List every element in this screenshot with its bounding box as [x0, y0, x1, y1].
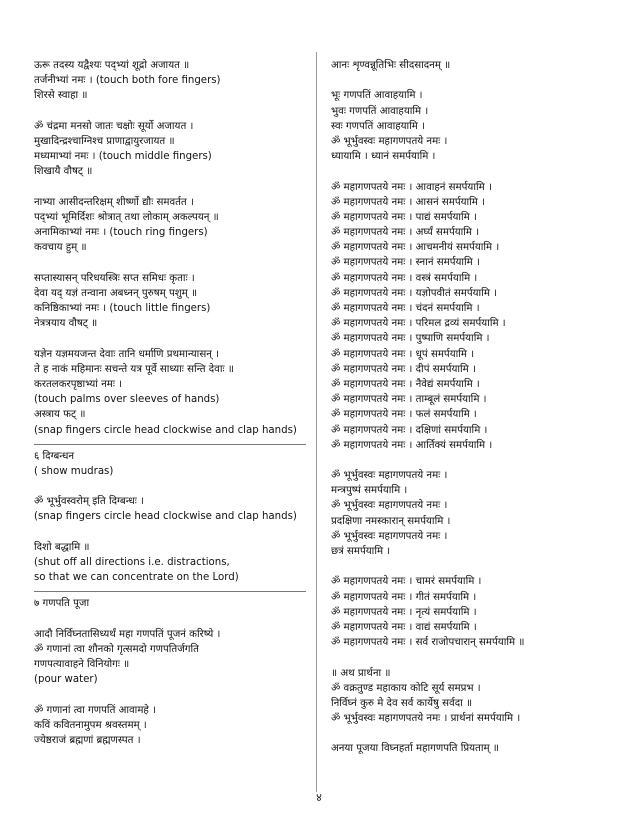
- text-line: शिरसे स्वाहा ॥: [34, 90, 88, 102]
- text-line: अनामिकाभ्यां नमः । (touch ring fingers): [34, 227, 208, 239]
- blank-line: [34, 255, 306, 270]
- text-line: ॐ महागणपतये नमः । वस्त्रं समर्पयामि ।: [331, 272, 478, 284]
- blank-line: [331, 650, 611, 665]
- text-line: ॐ भूर्भुवस्वः महागणपतये नमः ।: [331, 135, 448, 147]
- text-line: अस्त्राय फट् ॥: [34, 409, 86, 421]
- text-line: ॐ महागणपतये नमः । अर्घ्यं समर्पयामि ।: [331, 227, 480, 239]
- text-line: ॐ महागणपतये नमः । धूपं समर्पयामि ।: [331, 348, 475, 360]
- section-divider: [34, 591, 306, 592]
- text-line: ॐ महागणपतये नमः । गीतं समर्पयामि ।: [331, 591, 477, 603]
- text-line: ॐ महागणपतये नमः । चामरं समर्पयामि ।: [331, 576, 482, 588]
- text-line: ॐ गणानां त्वा शौनको गृत्समदो गणपतिर्जगति: [34, 643, 199, 655]
- text-line: ॐ भूर्भुवस्वः महागणपतये नमः ।: [331, 500, 448, 512]
- text-line: ॐ वक्रतुण्ड महाकाय कोटि सूर्य समप्रभ ।: [331, 682, 481, 694]
- text-line: ॐ महागणपतये नमः । पुष्पाणि समर्पयामि ।: [331, 333, 490, 345]
- text-line: ॐ महागणपतये नमः । पाद्यं समर्पयामि ।: [331, 211, 477, 223]
- text-line: ॐ महागणपतये नमः । वाद्यं समर्पयामि ।: [331, 621, 477, 633]
- text-line: कनिष्ठिकाभ्यां नमः । (touch little fingers): [34, 303, 211, 314]
- text-line: यज्ञेन यज्ञमयजन्त देवाः तानि धर्माणि प्रथमान्यासन् ।: [34, 348, 219, 360]
- blank-line: [34, 612, 306, 627]
- text-line: नेत्रत्रयाय वौषट् ॥: [34, 318, 98, 330]
- page-number: ४: [316, 791, 322, 804]
- text-line: तर्जनीभ्यां नमः । (touch both fore fingers): [34, 75, 221, 87]
- text-line: स्वः गणपतिं आवाहयामि ।: [331, 120, 425, 132]
- text-line: ॐ महागणपतये नमः । आर्तिक्यं समर्पयामि ।: [331, 439, 493, 451]
- text-line: ॐ महागणपतये नमः । स्नानं समर्पयामि ।: [331, 257, 480, 269]
- text-line: ॐ भूर्भुवस्वः महागणपतये नमः ।: [331, 470, 448, 482]
- blank-line: [331, 453, 611, 468]
- text-line: so that we can concentrate on the Lord): [34, 572, 239, 584]
- blank-line: [34, 479, 306, 494]
- text-line: ॐ भूर्भुवस्वः महागणपतये नमः ।: [331, 530, 448, 542]
- text-line: निर्विघ्नं कुरु मे देव सर्व कार्येषु सर्वदा ॥: [331, 697, 473, 709]
- section-divider: [34, 444, 306, 445]
- text-line: ॐ महागणपतये नमः । फलं समर्पयामि ।: [331, 409, 477, 421]
- text-line: शिखायै वौषट् ॥: [34, 166, 93, 178]
- text-line: ॐ गणानां त्वा गणपतिं आवामहे ।: [34, 704, 156, 716]
- blank-line: [34, 104, 306, 119]
- text-line: आनः शृण्वन्नूतिभिः सीदसादनम् ॥: [331, 60, 451, 71]
- left-column: [34, 58, 306, 748]
- column-divider: [316, 52, 317, 792]
- text-line: कवचाय हुम् ॥: [34, 242, 87, 254]
- text-line: भूः गणपतिं आवाहयामि ।: [331, 90, 423, 102]
- text-line: नाभ्या आसीदन्तरिक्षम् शीर्ष्णो द्यौः समवर्तत ।: [34, 196, 194, 208]
- text-line: ॐ महागणपतये नमः । आवाहनं समर्पयामि ।: [331, 181, 492, 193]
- text-line: ॐ महागणपतये नमः । दीपं समर्पयामि ।: [331, 363, 476, 375]
- text-line: ॥ अथ प्रार्थना ॥: [331, 667, 391, 679]
- text-line: पद्भ्यां भूमिर्दिशः श्रोत्रात् तथा लोकाम् अकल्पयन् ॥: [34, 211, 219, 223]
- text-line: आदौ निर्विघ्नतासिध्यर्थं महा गणपतिं पूजनं करिष्ये ।: [34, 628, 221, 640]
- text-line: ऊरू तदस्य यद्वैश्यः पद्भ्यां शूद्रो अजायत ॥: [34, 60, 190, 71]
- text-line: ॐ महागणपतये नमः । दक्षिणां समर्पयामि ।: [331, 424, 488, 436]
- blank-line: [34, 525, 306, 540]
- text-line: ध्यायामि । ध्यानं समर्पयामि ।: [331, 151, 436, 163]
- text-line: मुखादिन्द्रश्चाग्निश्च प्राणाद्वायुरजायत ॥: [34, 135, 175, 147]
- text-line: ॐ चंद्रमा मनसो जातः चक्षोः सूर्यो अजायत ।: [34, 120, 194, 132]
- text-line: (shut off all directions i.e. distractions,: [34, 557, 230, 568]
- text-line: मन्त्रपुष्पं समर्पयामि ।: [331, 485, 408, 497]
- text-line: अनया पूजया विघ्नहर्ता महागणपति प्रियताम् ॥: [331, 743, 499, 755]
- text-line: ७ गणपति पूजा: [34, 598, 90, 610]
- blank-line: [331, 726, 611, 741]
- text-line: (touch palms over sleeves of hands): [34, 394, 220, 406]
- blank-line: [34, 180, 306, 195]
- right-column: [331, 58, 611, 757]
- text-line: ॐ महागणपतये नमः । ताम्बूलं समर्पयामि ।: [331, 394, 487, 406]
- text-line: ॐ महागणपतये नमः । चंदनं समर्पयामि ।: [331, 303, 480, 314]
- text-line: ॐ महागणपतये नमः । नैवेद्यं समर्पयामि ।: [331, 378, 480, 390]
- text-line: गणपत्यावाहने विनियोगः ॥: [34, 659, 130, 671]
- text-line: ॐ महागणपतये नमः । यज्ञोपवीतं समर्पयामि ।: [331, 287, 498, 299]
- text-line: भुवः गणपतिं आवाहयामि ।: [331, 105, 429, 117]
- text-line: ६ दिग्बन्धन: [34, 450, 75, 462]
- text-line: सप्तास्यासन् परिधयस्त्रिः सप्त समिधः कृताः ।: [34, 272, 195, 284]
- text-line: प्रदक्षिणा नमस्कारान् समर्पयामि ।: [331, 515, 451, 527]
- blank-line: [34, 331, 306, 346]
- text-line: (pour water): [34, 674, 98, 686]
- text-line: ॐ महागणपतये नमः । आसनं समर्पयामि ।: [331, 196, 485, 208]
- text-line: ॐ महागणपतये नमः । सर्व राजोपचारान् समर्पयामि ॥: [331, 637, 525, 649]
- text-line: कविं कवितनामुपम श्रवस्तमम् ।: [34, 719, 147, 731]
- text-line: ॐ महागणपतये नमः । नृत्यं समर्पयामि ।: [331, 606, 477, 618]
- text-line: ॐ महागणपतये नमः । आचमनीयं समर्पयामि ।: [331, 242, 500, 254]
- text-line: ॐ भूर्भुवस्वरोम् इति दिग्बन्धः ।: [34, 496, 144, 508]
- blank-line: [34, 688, 306, 703]
- text-line: ज्येष्ठराजं ब्रह्मणां ब्रह्मणस्पत ।: [34, 735, 141, 747]
- text-line: ( show mudras): [34, 465, 114, 477]
- text-line: करतलकरपृष्ठाभ्यां नमः ।: [34, 378, 123, 390]
- text-line: (snap fingers circle head clockwise and clap hands): [34, 511, 297, 523]
- blank-line: [331, 73, 611, 88]
- text-line: मध्यमाभ्यां नमः । (touch middle fingers): [34, 151, 212, 163]
- blank-line: [331, 559, 611, 574]
- text-line: छत्रं समर्पयामि ।: [331, 546, 391, 557]
- text-line: ॐ भूर्भुवस्वः महागणपतये नमः । प्रार्थनां समर्पयामि ।: [331, 713, 521, 725]
- text-line: देवा यद् यज्ञं तन्वाना अबध्नन् पुरुषम् पशुम् ॥: [34, 287, 198, 299]
- text-line: ॐ महागणपतये नमः । परिमल द्रव्यं समर्पयामि ।: [331, 318, 506, 330]
- blank-line: [331, 164, 611, 179]
- text-line: दिशो बद्धामि ॥: [34, 541, 90, 553]
- text-line: ते ह नाकं महिमानः सचन्ते यत्र पूर्वे साध्याः सन्ति देवाः ॥: [34, 363, 234, 375]
- text-line: (snap fingers circle head clockwise and clap hands): [34, 424, 297, 436]
